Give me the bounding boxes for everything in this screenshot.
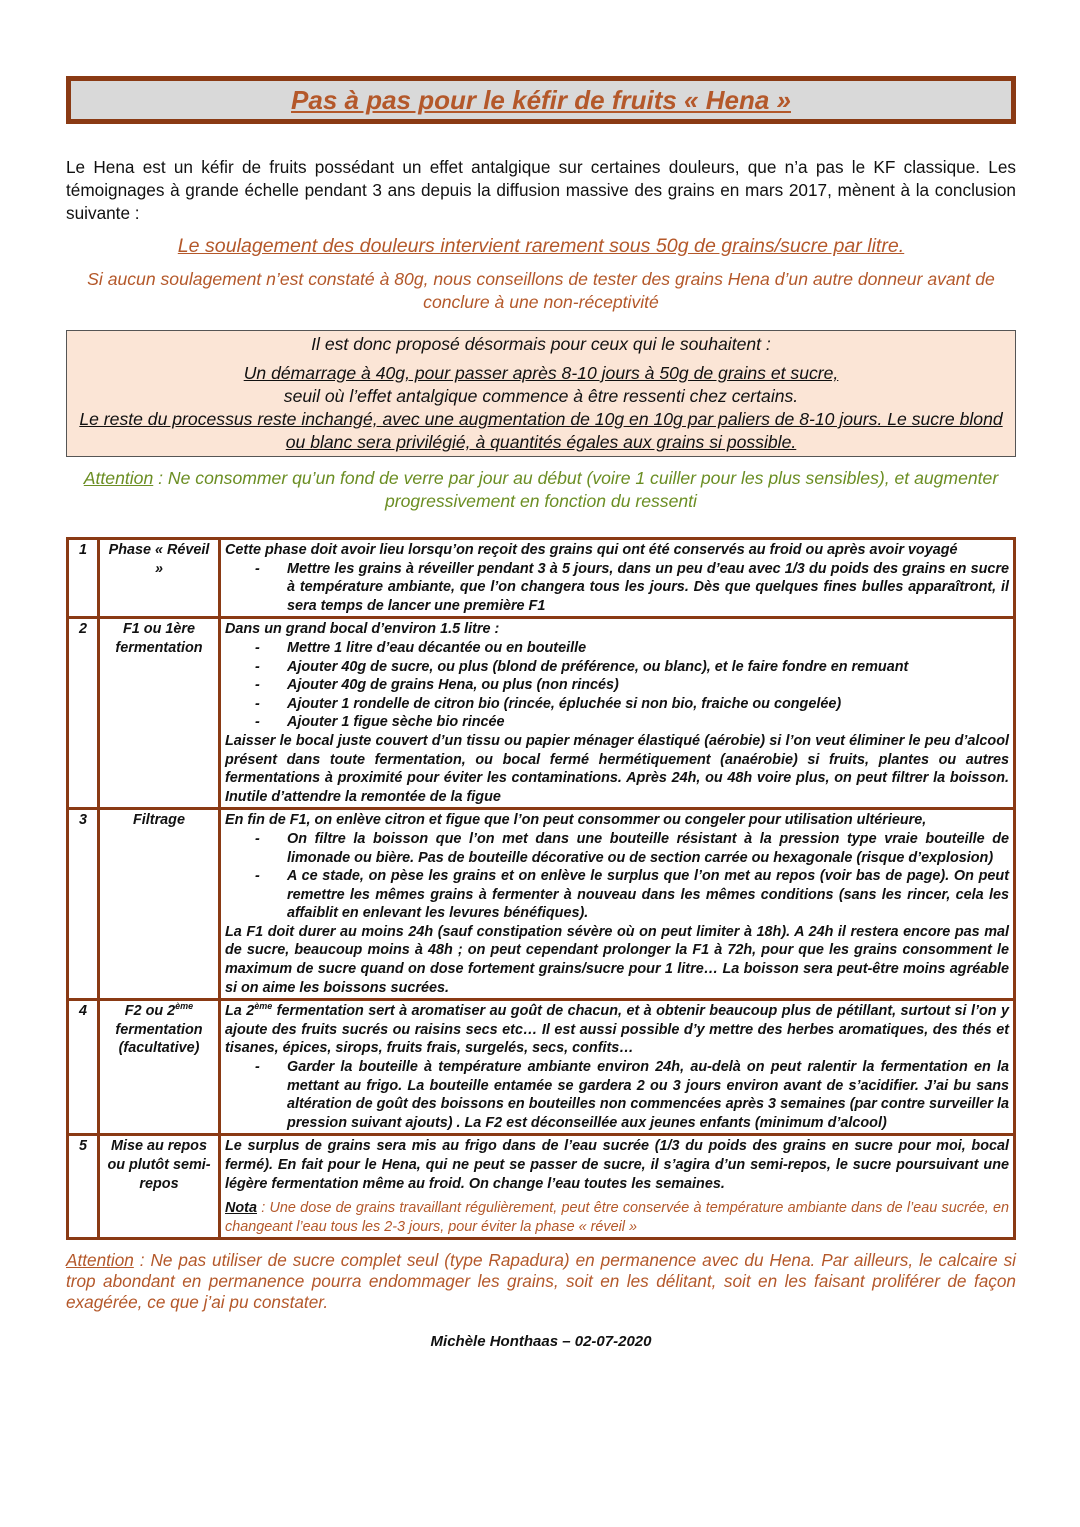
proposal-line-2: seuil où l’effet antalgique commence à être ressenti chez certains. [283,386,799,406]
list-item: - Ajouter 1 rondelle de citron bio (rincée, épluchée si non bio, fraiche ou congelée) [225,695,1009,714]
step-intro: Le surplus de grains sera mis au frigo dans de l’eau sucrée (1/3 du poids des grains en sucre pour moi, bocal fermé). En fait pour le Hena, qui ne peut se passer de sucre, il s’agira d’un semi-repos, le sucre poursuivant une légère fermentation même au froid. On change l’eau toutes les semaines. [225,1138,1009,1192]
advice-paragraph: Si aucun soulagement n’est constaté à 80g, nous conseillons de tester des grains Hena d’un autre donneur avant de conclure à une non-réceptivité [87,269,995,312]
step-body [220,1000,1015,1135]
list-item: - Ajouter 40g de sucre, ou plus (blond de préférence, ou blanc), et le faire fondre en remuant [225,658,1009,677]
step-intro-a: La 2 [225,1003,255,1020]
table-row [68,618,1015,809]
list-item: - Ajouter 1 figue sèche bio rincée [225,713,1009,732]
proposal-line-1: Un démarrage à 40g, pour passer après 8-10 jours à 50g de grains et sucre, [243,363,839,383]
step-number: 2 [68,618,99,809]
title-box [66,76,1016,124]
intro-paragraph: Le Hena est un kéfir de fruits possédant un effet antalgique sur certaines douleurs, que n’a pas le KF classique. Les témoignages à grande échelle pendant 3 ans depuis la diffusion massive des grains en mars 2017, mènent à la conclusion suivante : [66,157,1016,223]
page-title: Pas à pas pour le kéfir de fruits « Hena » [291,84,791,115]
attention-dosage [66,467,1016,513]
table-row [68,539,1015,618]
step-body [220,618,1015,809]
step-phase: F1 ou 1ère fermentation [99,618,220,809]
step-body [220,1135,1015,1239]
step-phase-b: fermentation (facultative) [115,1021,203,1057]
attention-text: : Ne pas utiliser de sucre complet seul (type Rapadura) en permanence avec du Hena. Par ailleurs, le calcaire si trop abondant en permanence pourra endommager les grains, soit en les délitant, soit en les faisant proliférer de façon exagérée, ce que j’ai pu constater. [66,1250,1016,1313]
step-number: 1 [68,539,99,618]
step-outro: La F1 doit durer au moins 24h (sauf constipation sévère où on peut limiter à 18h). A 24h il restera encore pas mal de sucre, beaucoup moins à 48h ; on peut cependant prolonger la F1 à 72h, pour que les grains consomment le maximum de sucre quand on dose fortement grains/sucre pour 1 litre… La boisson sera peut-être moins agréable si on aime les boissons sucrées. [225,923,1009,996]
document-page [66,76,1016,1350]
step-intro-sup: ème [254,1001,273,1012]
proposal-line-3: Le reste du processus reste inchangé, avec une augmentation de 10g en 10g par paliers de 8-10 jours. Le sucre blond ou blanc sera privilégié, à quantités égales aux grains si possible. [79,409,1003,452]
list-item: - A ce stade, on pèse les grains et on enlève le surplus que l’on met au repos (voir bas de page). On peut remettre les mêmes grains à fermenter à nouveau dans les mêmes conditions (sans les rincer, cela les affaiblit en enlevant les levures bénéfiques). [225,867,1009,923]
step-phase: Filtrage [99,809,220,1000]
table-row [68,1000,1015,1135]
step-phase-a: F2 ou 2 [124,1003,176,1020]
list-item: - Mettre les grains à réveiller pendant 3 à 5 jours, dans un peu d’eau avec 1/3 du poids des grains en sucre à température ambiante, que l’on changera tous les jours. Dès que quelques fines bulles apparaîtront, il sera temps de lancer une première F1 [225,560,1009,616]
proposal-box [66,330,1016,457]
attention-sugar [66,1250,1016,1313]
signature: Michèle Honthaas – 02-07-2020 [430,1333,652,1351]
step-number: 3 [68,809,99,1000]
nota-label: Nota [225,1200,257,1217]
step-intro: Dans un grand bocal d’environ 1.5 litre : [225,621,500,638]
step-phase: Mise au repos ou plutôt semi-repos [99,1135,220,1239]
nota-text: : Une dose de grains travaillant régulièrement, peut être conservée à température ambiante dans de l’eau sucrée, en changeant l’eau tous les 2-3 jours, pour éviter la phase « réveil » [225,1200,1009,1235]
nota-note [225,1199,1009,1236]
step-number: 4 [68,1000,99,1135]
steps-table [66,537,1016,1240]
key-finding: Le soulagement des douleurs intervient rarement sous 50g de grains/sucre par litre. [177,235,905,257]
step-phase [99,1000,220,1135]
attention-text: : Ne consommer qu’un fond de verre par jour au début (voire 1 cuiller pour les plus sensibles), et augmenter progressivement en fonction du ressenti [153,468,999,511]
list-item: - Ajouter 40g de grains Hena, ou plus (non rincés) [225,676,1009,695]
step-number: 5 [68,1135,99,1239]
step-body [220,809,1015,1000]
step-phase-sup: ème [175,1001,194,1012]
step-phase: Phase « Réveil » [99,539,220,618]
step-intro: Cette phase doit avoir lieu lorsqu’on reçoit des grains qui ont été conservés au froid ou après avoir voyagé [225,542,958,558]
proposal-lead: Il est donc proposé désormais pour ceux qui le souhaitent : [311,334,771,354]
step-intro: En fin de F1, on enlève citron et figue que l’on peut consommer ou congeler pour utilisation ultérieure, [225,812,927,829]
table-row [68,1135,1015,1239]
step-outro: Laisser le bocal juste couvert d’un tissu ou papier ménager élastiqué (aérobie) si l’on veut éliminer le peu d’alcool présent dans toute fermentation, ou bocal fermé hermétiquement (anaérobie) si fruits, plantes ou autres fermentations à proximité pour éviter les contaminations. Après 24h, ou 48h voire plus, on peut filtrer la boisson. Inutile d’attendre la remontée de la figue [225,732,1009,805]
list-item: - Garder la bouteille à température ambiante environ 24h, au-delà on peut ralentir la fermentation en la mettant au frigo. La bouteille entamée se gardera 2 ou 3 jours environ avant de s’acidifier. J’ai bu sans altération de goût des boissons en bouteilles non commencées après 3 semaines (par contre surveiller la pression suivant ajouts) . La F2 est déconseillée aux jeunes enfants (minimum d’alcool) [225,1058,1009,1132]
step-body [220,539,1015,618]
list-item: - Mettre 1 litre d’eau décantée ou en bouteille [225,639,1009,658]
list-item: - On filtre la boisson que l’on met dans une bouteille résistant à la pression type vraie bouteille de limonade ou bière. Pas de bouteille décorative ou de section carrée ou hexagonale (risque d’explosion) [225,830,1009,867]
table-row [68,809,1015,1000]
step-intro-b: fermentation sert à aromatiser au goût de chacun, et à obtenir beaucoup plus de pétillant, surtout si l’on y ajoute des fruits sucrés ou raisins secs etc… Il est aussi possible d’y mettre des herbes aromatiques, des thés et tisanes, épices, sirops, fruits frais, surgelés, secs, confits… [225,1003,1009,1057]
attention-label: Attention [66,1250,134,1271]
step-intro [225,1002,1009,1058]
attention-label: Attention [83,468,154,488]
